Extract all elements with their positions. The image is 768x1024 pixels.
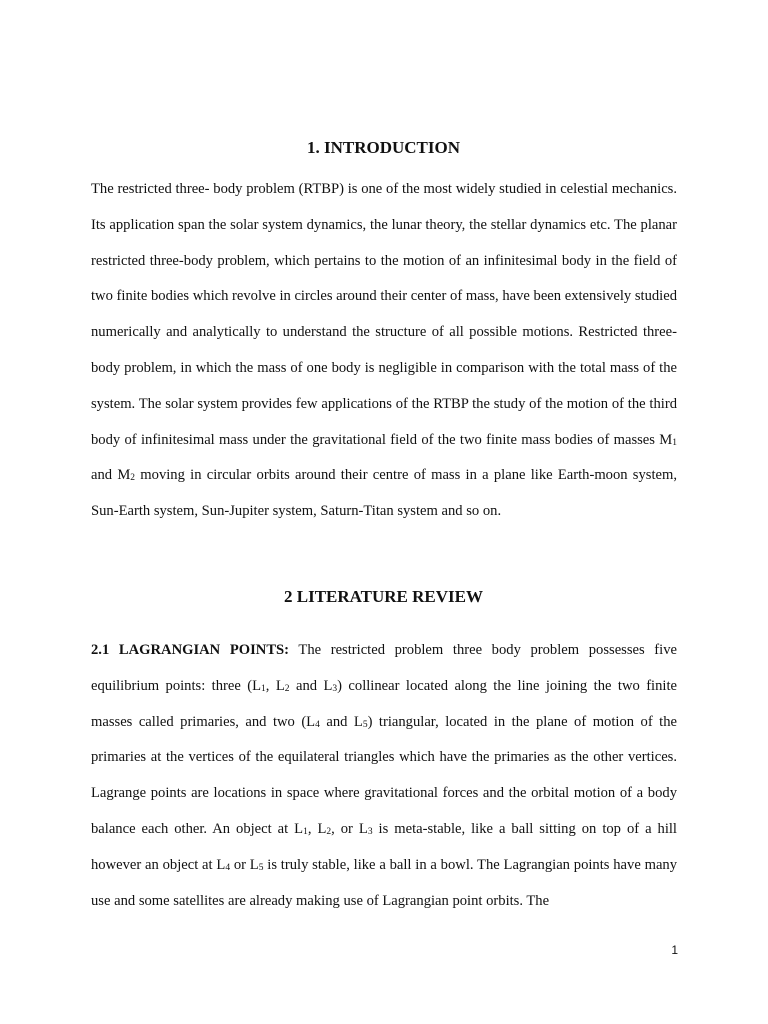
text-run: and L bbox=[319, 713, 363, 730]
text-run: is truly stable, like a ball in a bowl. The Lagrangian points have many use and some satellites are already making use of Lagrangian point orbits. The bbox=[91, 856, 678, 909]
subscript: 1 bbox=[303, 826, 308, 837]
subscript: 4 bbox=[315, 719, 320, 730]
text-run: , or L bbox=[331, 820, 368, 837]
page-number: 1 bbox=[671, 943, 678, 957]
text-run: ) collinear located along the line joining the two finite masses called primaries, and two (L bbox=[91, 677, 678, 730]
text-run: The restricted problem three body problem possesses five equilibrium points: three (L bbox=[91, 642, 677, 694]
subscript: 5 bbox=[362, 719, 368, 730]
introduction-paragraph bbox=[91, 172, 677, 530]
subscript: 5 bbox=[258, 862, 264, 873]
text-run: or L bbox=[230, 856, 259, 873]
subscript: 3 bbox=[367, 826, 373, 837]
text-run: , L bbox=[265, 677, 285, 694]
subscript: 1 bbox=[261, 683, 266, 694]
literature-review-heading: 2 LITERATURE REVIEW bbox=[283, 587, 483, 606]
text-run: ) triangular, located in the plane of motion of the primaries at the vertices of the equilateral triangles which have the primaries as the other vertices. Lagrange points are locations in space where gravitational forces and the orbital motion of a body balance each other. An object at L bbox=[91, 713, 678, 837]
subscript: 4 bbox=[225, 862, 231, 873]
subscript: 2 bbox=[326, 826, 332, 837]
subscript: 2 bbox=[284, 683, 290, 694]
subsection-title: 2.1 LAGRANGIAN POINTS: bbox=[91, 642, 290, 658]
text-run: , L bbox=[307, 820, 327, 837]
text-run: moving in circular orbits around their centre of mass in a plane like Earth-moon system, Sun-Earth system, Sun-Jupiter system, Saturn-Titan system and so on. bbox=[91, 467, 677, 520]
subscript: 3 bbox=[332, 683, 338, 694]
lagrangian-points-paragraph bbox=[91, 633, 677, 919]
subscript: 2 bbox=[130, 473, 136, 484]
text-run: and L bbox=[289, 677, 333, 694]
text-run: is meta-stable, like a ball sitting on top of a hill however an object at L bbox=[91, 820, 677, 873]
introduction-heading: 1. INTRODUCTION bbox=[306, 138, 461, 157]
subscript: 1 bbox=[672, 437, 677, 448]
text-run: The restricted three- body problem (RTBP) is one of the most widely studied in celestial mechanics. Its application span the solar system dynamics, the lunar theory, the stellar dynamics etc. The planar restricted three-body problem, which pertains to the motion of an infinitesimal body in the field of two finite bodies which revolve in circles around their center of mass, have been extensively studied numerically and analytically to understand the structure of all possible motions. Restricted three-body problem, in which the mass of one body is negligible in comparison with the total mass of the system. The solar system provides few applications of the RTBP the study of the motion of the third body of infinitesimal mass under the gravitational field of the two finite mass bodies of masses M bbox=[91, 181, 677, 448]
text-run: and M bbox=[91, 467, 131, 484]
